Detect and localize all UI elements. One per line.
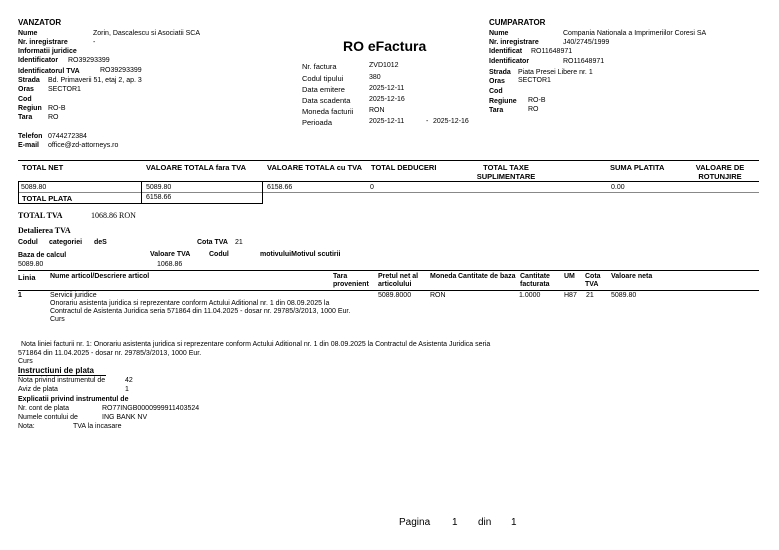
total-pay: 6158.66 — [146, 194, 172, 201]
invoice-period-sep: - — [426, 118, 429, 125]
vat-rate: 21 — [235, 239, 243, 246]
line-note-2: 571864 din 11.04.2025 - dosar nr. 29785/3/2013, 1000 Eur. — [18, 350, 202, 357]
invoice-issue-label: Data emitere — [302, 85, 345, 94]
seller-phone-label: Telefon — [18, 133, 43, 140]
vat-reason-label: motivuluiMotivul scutirii — [260, 251, 341, 258]
seller-city: SECTOR1 — [48, 86, 81, 93]
seller-region-label: Regiun — [18, 105, 42, 112]
vat-total: 1068.86 RON — [91, 211, 136, 220]
payment-nota-label: Nota: — [18, 423, 35, 430]
invoice-title: RO eFactura — [343, 38, 427, 54]
lines-header-um: UM — [564, 273, 575, 280]
seller-heading: VANZATOR — [18, 18, 62, 27]
invoice-type-label: Codul tipului — [302, 74, 344, 83]
totals-without-vat: 5089.80 — [146, 184, 172, 191]
total-pay-rule — [18, 203, 263, 204]
buyer-name-label: Nume — [489, 30, 509, 37]
vat-category-label: categoriei — [49, 239, 83, 246]
seller-id-label: Identificator — [18, 57, 59, 64]
totals-col-sep — [141, 181, 142, 203]
totals-header-rounding: VALOARE DE ROTUNJIRE — [695, 163, 745, 181]
seller-street: Bd. Primaverii 51, etaj 2, ap. 3 — [48, 77, 142, 84]
vat-reason-code-label: Codul — [209, 251, 229, 258]
invoice-issue-date: 2025-12-11 — [369, 85, 405, 92]
footer-of-label: din — [478, 517, 492, 528]
buyer-postal-label: Cod — [489, 88, 503, 95]
seller-city-label: Oras — [18, 86, 34, 93]
lines-header-qty: Cantitate facturata — [520, 273, 550, 288]
totals-net: 5089.80 — [21, 184, 47, 191]
seller-email: office@zd-attorneys.ro — [48, 142, 119, 149]
lines-header-net: Valoare neta — [611, 273, 653, 280]
invoice-period-end: 2025-12-16 — [433, 118, 469, 125]
totals-header-extra-taxes: TOTAL TAXE SUPLIMENTARE — [476, 163, 536, 181]
vat-rate-label: Cota TVA — [197, 239, 228, 246]
invoice-type: 380 — [369, 74, 381, 81]
totals-with-vat: 6158.66 — [267, 184, 293, 191]
invoice-period-start: 2025-12-11 — [369, 118, 405, 125]
line-note-3: Curs — [18, 358, 33, 365]
buyer-street-label: Strada — [489, 69, 511, 76]
totals-header-with-vat: VALOARE TOTALA cu TVA — [267, 163, 362, 172]
buyer-id: RO11648971 — [563, 58, 605, 65]
payment-account-label: Nr. cont de plata — [18, 405, 69, 412]
line-number: 1 — [18, 292, 22, 299]
line-item-desc-2: Contractul de Asistenta Juridica seria 571864 din 11.04.2025 - dosar nr. 29785/3/2013, 1000 Eur. — [50, 308, 351, 315]
line-item-currency: RON — [430, 292, 446, 299]
totals-left-border — [18, 181, 19, 203]
vat-base: 5089.80 — [18, 261, 44, 268]
payment-instrument-note-label: Nota privind instrumentul de — [18, 377, 106, 384]
buyer-city: SECTOR1 — [518, 77, 551, 84]
payment-explain-label: Explicatii privind instrumentul de — [18, 396, 129, 403]
buyer-city-label: Oras — [489, 78, 505, 85]
line-item-desc-3: Curs — [50, 316, 65, 323]
seller-legal-info-label: Informatii juridice — [18, 48, 77, 55]
lines-top-rule — [18, 270, 759, 271]
seller-phone: 0744272384 — [48, 133, 87, 140]
total-pay-label: TOTAL PLATA — [22, 194, 73, 203]
line-item-um: H87 — [564, 292, 577, 299]
invoice-due-label: Data scadenta — [302, 96, 351, 105]
line-note-1: Nota liniei facturii nr. 1: Onorariu asistenta juridica si reprezentare conform Actului Aditional nr. 1 din 08.09.2025 la Contractul de Asistenta Juridica seria — [21, 341, 491, 348]
seller-region: RO-B — [48, 105, 66, 112]
totals-col-sep-2 — [262, 181, 263, 203]
payment-advice-label: Aviz de plata — [18, 386, 58, 393]
footer-page: 1 — [452, 517, 458, 528]
seller-name: Zorin, Dascalescu si Asociatii SCA — [93, 30, 200, 37]
buyer-identified-label: Identificat — [489, 48, 523, 55]
lines-header-rule — [18, 290, 759, 291]
buyer-reg: J40/2745/1999 — [563, 39, 610, 46]
payment-account-name: ING BANK NV — [102, 414, 148, 421]
buyer-region: RO-B — [528, 97, 546, 104]
buyer-reg-label: Nr. inregistrare — [489, 39, 539, 46]
seller-vat-id-label: Identificatorul TVA — [18, 68, 80, 75]
invoice-number-label: Nr. factura — [302, 62, 337, 71]
invoice-currency-label: Moneda facturii — [302, 107, 354, 116]
payment-nota: TVA la incasare — [73, 423, 122, 430]
seller-id: RO39293399 — [68, 57, 110, 64]
vat-category-code: deS — [94, 239, 107, 246]
seller-email-label: E-mail — [18, 142, 40, 149]
seller-reg: - — [93, 39, 96, 46]
seller-country-label: Tara — [18, 114, 33, 121]
payment-advice: 1 — [125, 386, 129, 393]
line-item-price: 5089.8000 — [378, 292, 412, 299]
footer-page-label: Pagina — [399, 517, 431, 528]
line-item-name: Servicii juridice — [50, 292, 97, 299]
line-item-vat: 21 — [586, 292, 594, 299]
payment-instrument-note: 42 — [125, 377, 133, 384]
seller-country: RO — [48, 114, 59, 121]
line-item-qty: 1.0000 — [519, 292, 541, 299]
buyer-identified: RO11648971 — [531, 48, 573, 55]
totals-header-rule — [18, 181, 759, 182]
payment-account: RO77INGB0000999911403524 — [102, 405, 200, 412]
totals-deductions: 0 — [370, 184, 374, 191]
payment-account-name-label: Numele contului de — [18, 414, 78, 421]
vat-detail-label: Detalierea TVA — [18, 226, 71, 235]
footer-total-pages: 1 — [511, 517, 517, 528]
lines-header-currency: Moneda — [430, 273, 457, 280]
payment-heading: Instructiuni de plata — [18, 366, 95, 375]
invoice-number: ZVD1012 — [369, 62, 399, 69]
vat-value: 1068.86 — [157, 261, 183, 268]
totals-header-net: TOTAL NET — [22, 163, 64, 172]
lines-header-name: Nume articol/Descriere articol — [50, 273, 150, 280]
line-item-desc-1: Onorariu asistenta juridica si reprezentare conform Actului Aditional nr. 1 din 08.09.2025 la — [50, 300, 330, 307]
totals-row-rule — [18, 192, 759, 193]
seller-vat-id: RO39293399 — [100, 67, 142, 74]
payment-heading-rule — [18, 375, 106, 376]
buyer-heading: CUMPARATOR — [489, 18, 546, 27]
vat-code-label: Codul — [18, 239, 38, 246]
buyer-country-label: Tara — [489, 107, 504, 114]
lines-header-price: Pretul net al articolului — [378, 273, 419, 288]
vat-base-label: Baza de calcul — [18, 252, 67, 259]
seller-name-label: Nume — [18, 30, 38, 37]
totals-top-rule — [18, 160, 759, 161]
buyer-name: Compania Nationala a Imprimeriilor Coresi SA — [563, 30, 707, 37]
buyer-region-label: Regiune — [489, 98, 517, 105]
invoice-due-date: 2025-12-16 — [369, 96, 405, 103]
totals-header-paid: SUMA PLATITA — [610, 163, 665, 172]
lines-header-origin: Tara provenient — [333, 273, 369, 288]
lines-header-vat: Cota TVA — [585, 273, 601, 288]
buyer-country: RO — [528, 106, 539, 113]
seller-reg-label: Nr. inregistrare — [18, 39, 68, 46]
vat-total-label: TOTAL TVA — [18, 211, 63, 220]
seller-postal-label: Cod — [18, 96, 32, 103]
buyer-id-label: Identificator — [489, 58, 530, 65]
lines-header-base-qty: Cantitate de baza — [458, 273, 516, 280]
invoice-period-label: Perioada — [302, 118, 333, 127]
seller-street-label: Strada — [18, 77, 40, 84]
totals-header-deductions: TOTAL DEDUCERI — [371, 163, 437, 172]
line-item-net: 5089.80 — [611, 292, 637, 299]
lines-header-line: Linia — [18, 273, 36, 282]
totals-header-without-vat: VALOARE TOTALA fara TVA — [146, 163, 247, 172]
totals-paid: 0.00 — [611, 184, 625, 191]
buyer-street: Piata Presei Libere nr. 1 — [518, 69, 593, 76]
invoice-currency: RON — [369, 107, 385, 114]
vat-value-label: Valoare TVA — [150, 251, 191, 258]
